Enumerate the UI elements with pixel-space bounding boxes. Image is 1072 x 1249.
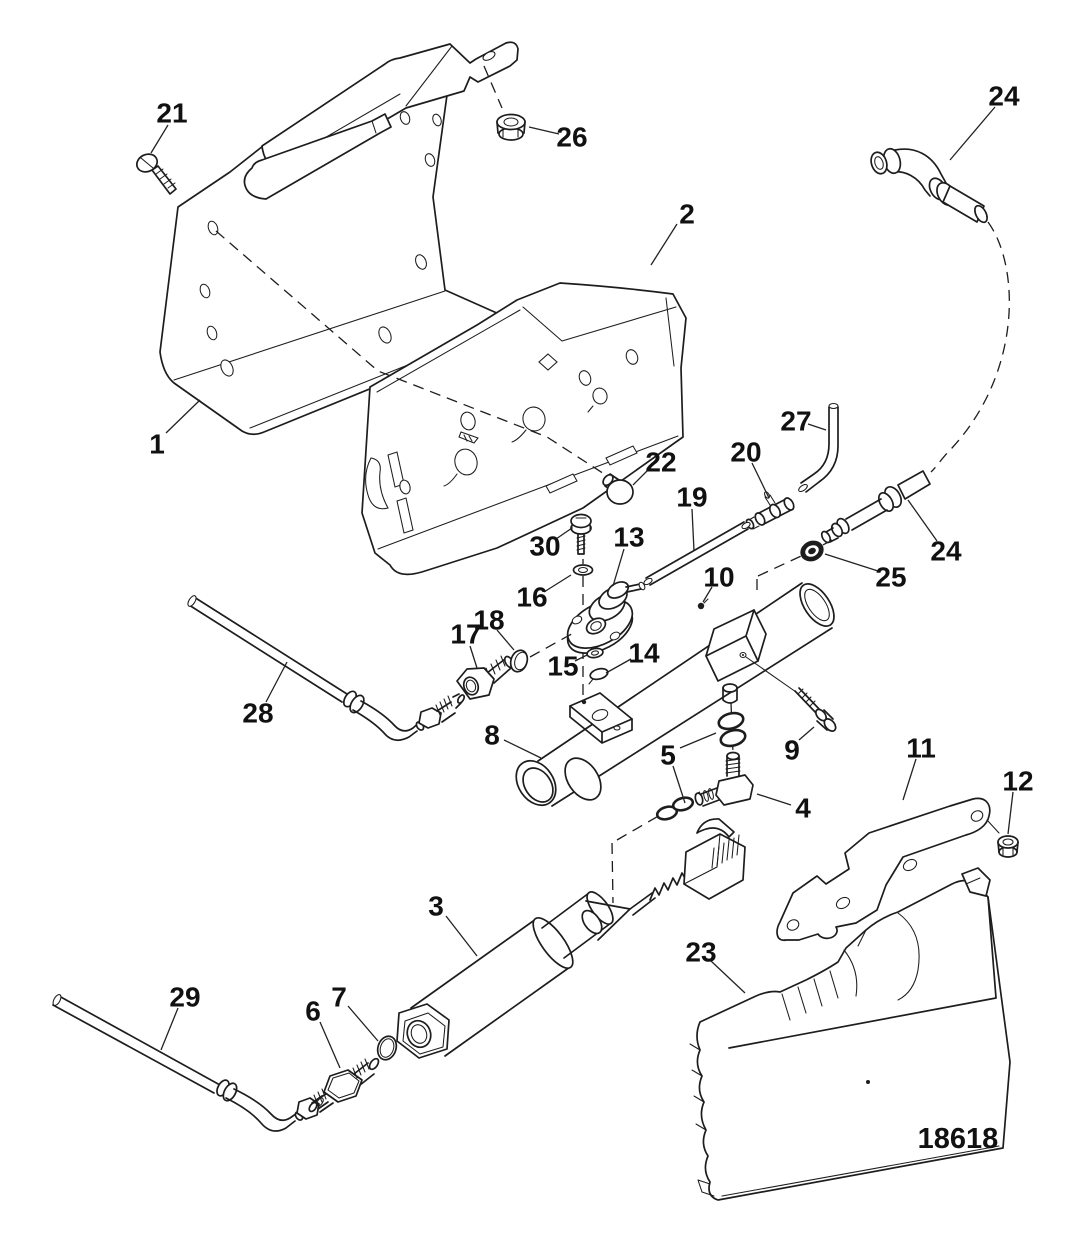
callout-14: 14 [628,637,660,669]
callout-28: 28 [242,697,274,729]
callout-20: 20 [730,436,762,468]
part-28-tube [186,594,465,740]
callout-8: 8 [484,719,500,751]
leader-line-8 [504,740,541,758]
leader-line-1 [166,400,200,433]
callout-5: 5 [660,739,676,771]
leader-line-12 [1008,792,1013,834]
callout-21: 21 [156,97,188,129]
leader-line-3 [446,916,477,956]
part-14-retainer-clip [589,667,609,684]
leader-line-21 [151,125,168,153]
leader-line-20 [752,463,769,498]
callout-13: 13 [613,521,645,553]
part-24-hose-upper [868,147,1009,472]
part-25-seal [797,537,827,565]
callout-30: 30 [529,530,561,562]
part-4-elbow-fitting [694,753,753,807]
part-9-bleed-screw [795,688,838,733]
leader-line-7 [348,1006,378,1041]
callout-6: 6 [305,995,321,1027]
callout-10: 10 [703,561,735,593]
leader-line-5 [673,766,685,803]
callout-22: 22 [645,446,677,478]
callout-2: 2 [679,198,695,230]
callout-26: 26 [556,121,588,153]
callout-11: 11 [906,732,936,764]
callout-17: 17 [450,618,482,650]
leader-line-2 [651,224,677,265]
part-16-washer [574,565,593,575]
leader-line-25 [825,554,878,571]
callout-15: 15 [547,650,579,682]
callout-25: 25 [875,561,907,593]
callout-4: 4 [795,792,811,824]
part-17-hex-fitting [457,655,515,699]
part-19-tube [643,521,751,586]
callout-24: 24 [988,80,1020,112]
part-20-fitting [745,491,796,530]
leader-line-26 [529,127,559,134]
leader-line-14 [606,659,631,673]
leader-line-29 [161,1008,178,1050]
callout-12: 12 [1002,765,1034,797]
callout-7: 7 [331,981,347,1013]
callout-27: 27 [780,405,812,437]
part-21-screw [134,151,176,194]
callout-18: 18 [473,604,505,636]
callout-24: 24 [930,535,962,567]
drawing-number: 18618 [917,1123,999,1155]
leader-line-6 [320,1022,340,1068]
part-12-nut [998,836,1018,857]
leader-line-4 [757,794,791,805]
part-26-flange-nut [497,115,525,141]
leader-line-11 [903,759,916,800]
leader-line-9 [799,727,814,740]
leader-line-28 [266,662,287,702]
part-8-pipe-assembly [508,578,841,813]
callout-1: 1 [149,428,165,460]
leader-line-5 [680,733,716,748]
callout-19: 19 [676,481,708,513]
part-7-o-ring [375,1034,400,1062]
callout-9: 9 [784,734,800,766]
part-10-screw-pin [698,599,708,609]
leader-line-16 [544,575,571,592]
callout-23: 23 [685,936,717,968]
callout-3: 3 [428,890,444,922]
leader-line-24 [950,107,995,160]
leader-line-13 [613,549,624,586]
callout-16: 16 [516,581,548,613]
callout-29: 29 [169,981,201,1013]
part-29-tube [51,993,340,1131]
part-18-o-ring [508,648,530,674]
leader-line-19 [692,509,694,551]
